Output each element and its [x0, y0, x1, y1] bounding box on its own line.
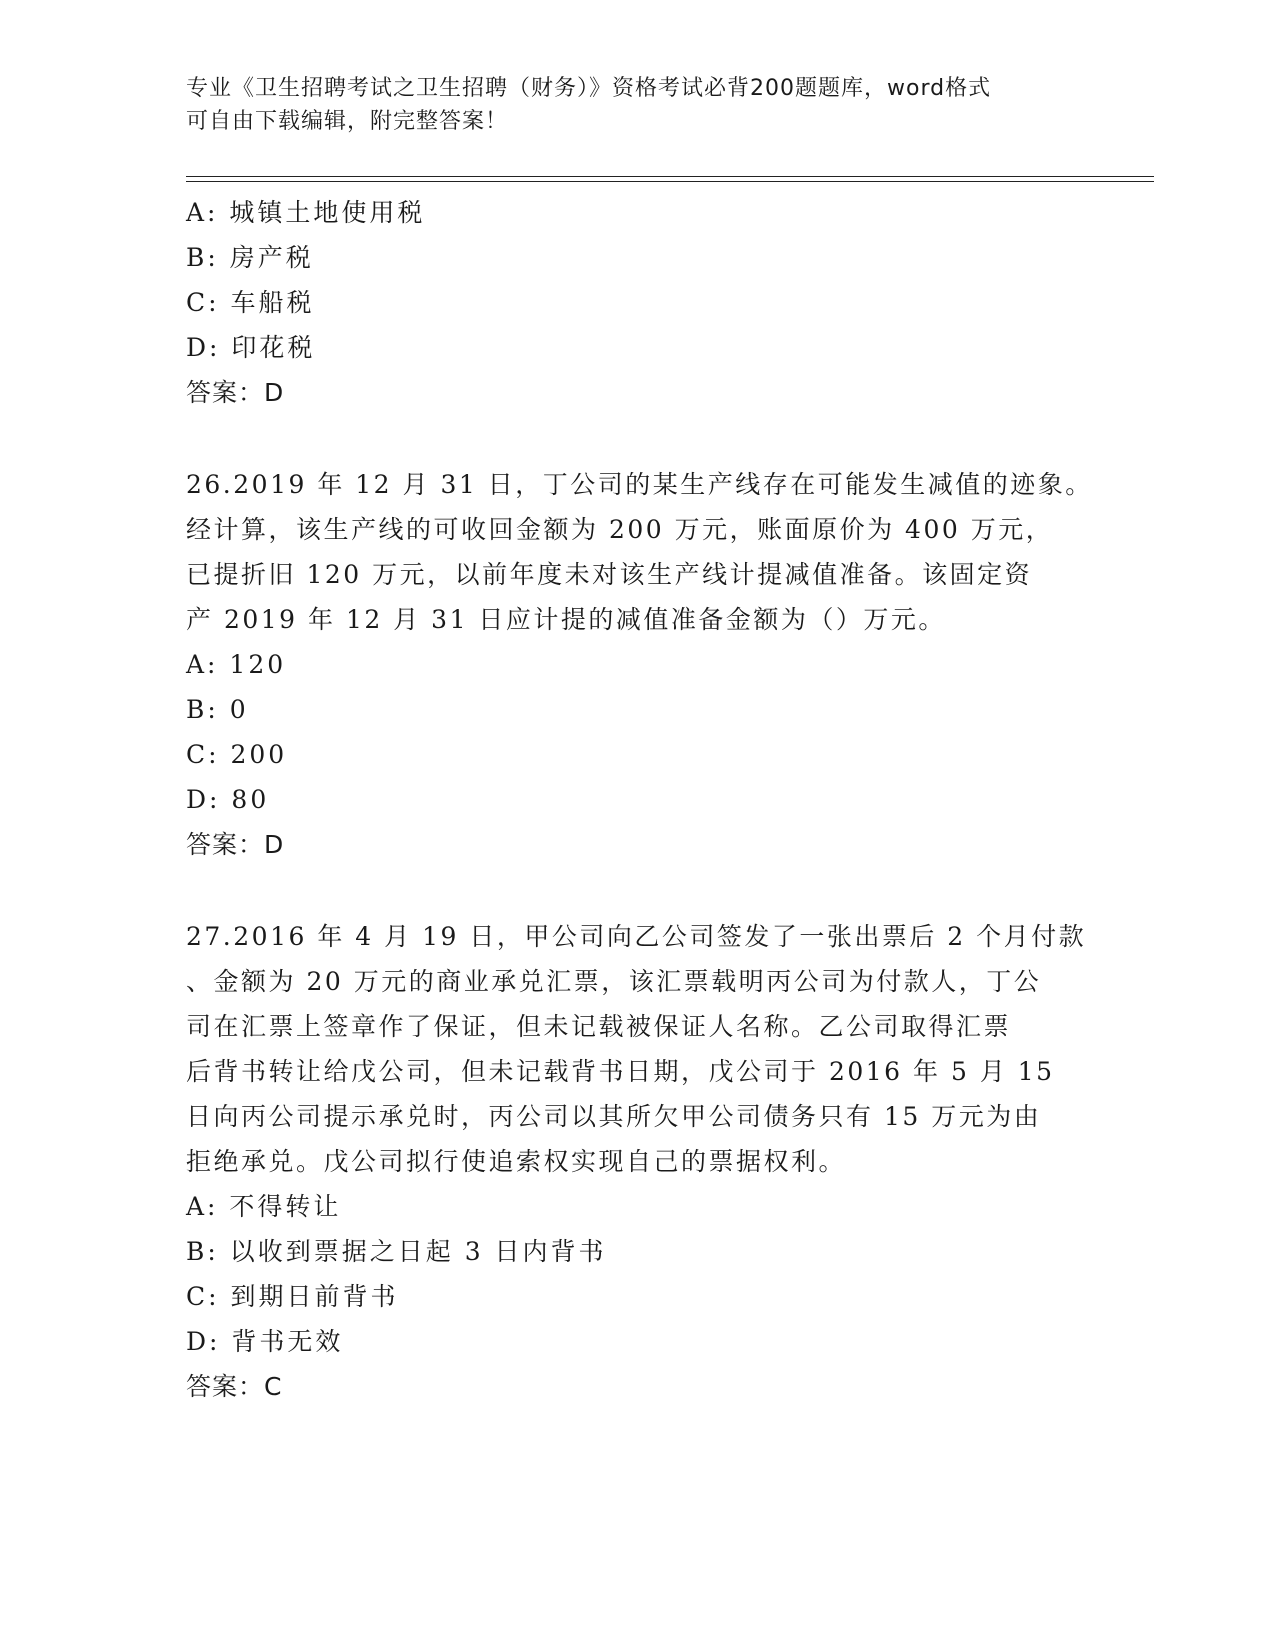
q27-text-line: 后背书转让给戊公司，但未记载背书日期，戊公司于 2016 年 5 月 15 — [186, 1057, 1055, 1086]
q26-text-line: 产 2019 年 12 月 31 日应计提的减值准备金额为（）万元。 — [186, 605, 946, 634]
header-rule-bottom — [186, 181, 1154, 182]
q25-answer: 答案：D — [186, 378, 285, 407]
q26-text-line: 26.2019 年 12 月 31 日，丁公司的某生产线存在可能发生减值的迹象。 — [186, 470, 1093, 499]
question-26-block — [186, 462, 1093, 867]
q27-option-c: C: 到期日前背书 — [186, 1282, 399, 1311]
q25-option-d: D: 印花税 — [186, 333, 316, 362]
q26-option-c: C: 200 — [186, 740, 288, 769]
header-line-2: 可自由下载编辑，附完整答案！ — [186, 109, 509, 134]
q27-option-b: B: 以收到票据之日起 3 日内背书 — [186, 1237, 607, 1266]
q27-text-line: 27.2016 年 4 月 19 日，甲公司向乙公司签发了一张出票后 2 个月付款 — [186, 922, 1087, 951]
q27-answer: 答案：C — [186, 1372, 283, 1401]
q27-text-line: 司在汇票上签章作了保证，但未记载被保证人名称。乙公司取得汇票 — [186, 1012, 1012, 1041]
question-27-block — [186, 914, 1086, 1409]
q27-text-line: 拒绝承兑。戊公司拟行使追索权实现自己的票据权利。 — [186, 1147, 847, 1176]
q27-option-a: A: 不得转让 — [186, 1192, 342, 1221]
spacer — [186, 867, 1086, 914]
q26-answer: 答案：D — [186, 830, 285, 859]
header-rule-top — [186, 176, 1154, 177]
q27-option-d: D: 背书无效 — [186, 1327, 344, 1356]
header-line-1: 专业《卫生招聘考试之卫生招聘（财务）》资格考试必背200题题库，word格式 — [186, 76, 992, 101]
q26-text-line: 经计算，该生产线的可收回金额为 200 万元，账面原价为 400 万元， — [186, 515, 1054, 544]
q25-option-b: B: 房产税 — [186, 243, 314, 272]
q26-text-line: 已提折旧 120 万元，以前年度未对该生产线计提减值准备。该固定资 — [186, 560, 1033, 589]
q25-option-c: C: 车船税 — [186, 288, 315, 317]
document-header — [186, 72, 1086, 138]
spacer — [186, 415, 1086, 462]
q26-option-d: D: 80 — [186, 785, 270, 814]
q25-option-a: A: 城镇土地使用税 — [186, 198, 426, 227]
document-body — [186, 190, 1093, 1409]
q26-option-a: A: 120 — [186, 650, 287, 679]
question-25-block — [186, 190, 1086, 415]
q26-option-b: B: 0 — [186, 695, 249, 724]
q27-text-line: 、金额为 20 万元的商业承兑汇票，该汇票载明丙公司为付款人，丁公 — [186, 967, 1042, 996]
q27-text-line: 日向丙公司提示承兑时，丙公司以其所欠甲公司债务只有 15 万元为由 — [186, 1102, 1042, 1131]
